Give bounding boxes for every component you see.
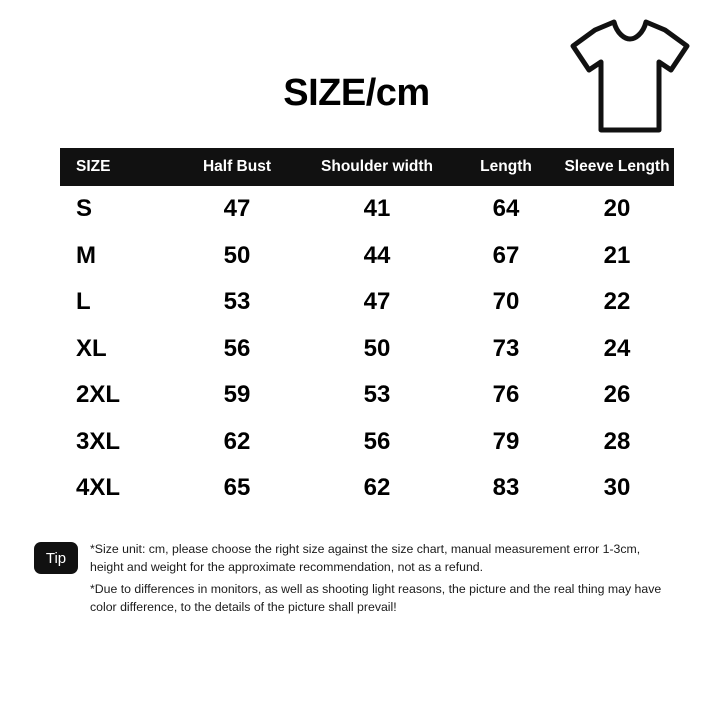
cell-shoulder-width: 44 — [302, 233, 452, 280]
cell-sleeve-length: 24 — [560, 326, 674, 373]
table-row — [60, 419, 674, 466]
tip-line-2: *Due to differences in monitors, as well as shooting light reasons, the picture and the real thing may have color difference, to the details of the picture shall prevail! — [90, 582, 662, 614]
cell-half-bust: 62 — [172, 419, 302, 466]
cell-length: 70 — [452, 279, 560, 326]
cell-length: 76 — [452, 372, 560, 419]
column-header-length: Length — [452, 148, 560, 186]
table-row — [60, 372, 674, 419]
cell-sleeve-length: 22 — [560, 279, 674, 326]
tip-text — [90, 540, 666, 620]
cell-length: 64 — [452, 186, 560, 233]
cell-shoulder-width: 41 — [302, 186, 452, 233]
cell-length: 73 — [452, 326, 560, 373]
cell-size: 2XL — [60, 372, 172, 419]
table-row — [60, 326, 674, 373]
cell-shoulder-width: 53 — [302, 372, 452, 419]
table-row — [60, 465, 674, 512]
cell-shoulder-width: 62 — [302, 465, 452, 512]
cell-size: L — [60, 279, 172, 326]
tip-line-1: *Size unit: cm, please choose the right size against the size chart, manual measurement error 1-3cm, height and weight for the approximate recommendation, not as a refund. — [90, 542, 641, 574]
cell-size: S — [60, 186, 172, 233]
tip-block — [34, 540, 674, 620]
column-header-shoulder-width: Shoulder width — [302, 148, 452, 186]
table-header — [60, 148, 674, 186]
cell-size: M — [60, 233, 172, 280]
cell-size: 4XL — [60, 465, 172, 512]
cell-shoulder-width: 56 — [302, 419, 452, 466]
cell-sleeve-length: 26 — [560, 372, 674, 419]
size-table-container — [60, 148, 674, 512]
cell-shoulder-width: 50 — [302, 326, 452, 373]
cell-half-bust: 53 — [172, 279, 302, 326]
cell-half-bust: 47 — [172, 186, 302, 233]
table-row — [60, 279, 674, 326]
cell-half-bust: 56 — [172, 326, 302, 373]
cell-half-bust: 59 — [172, 372, 302, 419]
column-header-sleeve-length: Sleeve Length — [560, 148, 674, 186]
page-title: SIZE/cm — [283, 72, 430, 114]
cell-half-bust: 50 — [172, 233, 302, 280]
cell-length: 79 — [452, 419, 560, 466]
cell-shoulder-width: 47 — [302, 279, 452, 326]
cell-half-bust: 65 — [172, 465, 302, 512]
table-row — [60, 233, 674, 280]
cell-size: 3XL — [60, 419, 172, 466]
tip-badge: Tip — [34, 542, 78, 574]
column-header-half-bust: Half Bust — [172, 148, 302, 186]
table-row — [60, 186, 674, 233]
cell-length: 83 — [452, 465, 560, 512]
cell-sleeve-length: 28 — [560, 419, 674, 466]
column-header-size: SIZE — [60, 148, 172, 186]
table-header-row — [60, 148, 674, 186]
cell-size: XL — [60, 326, 172, 373]
cell-sleeve-length: 21 — [560, 233, 674, 280]
table-body — [60, 186, 674, 512]
cell-length: 67 — [452, 233, 560, 280]
cell-sleeve-length: 20 — [560, 186, 674, 233]
size-table — [60, 148, 674, 512]
cell-sleeve-length: 30 — [560, 465, 674, 512]
